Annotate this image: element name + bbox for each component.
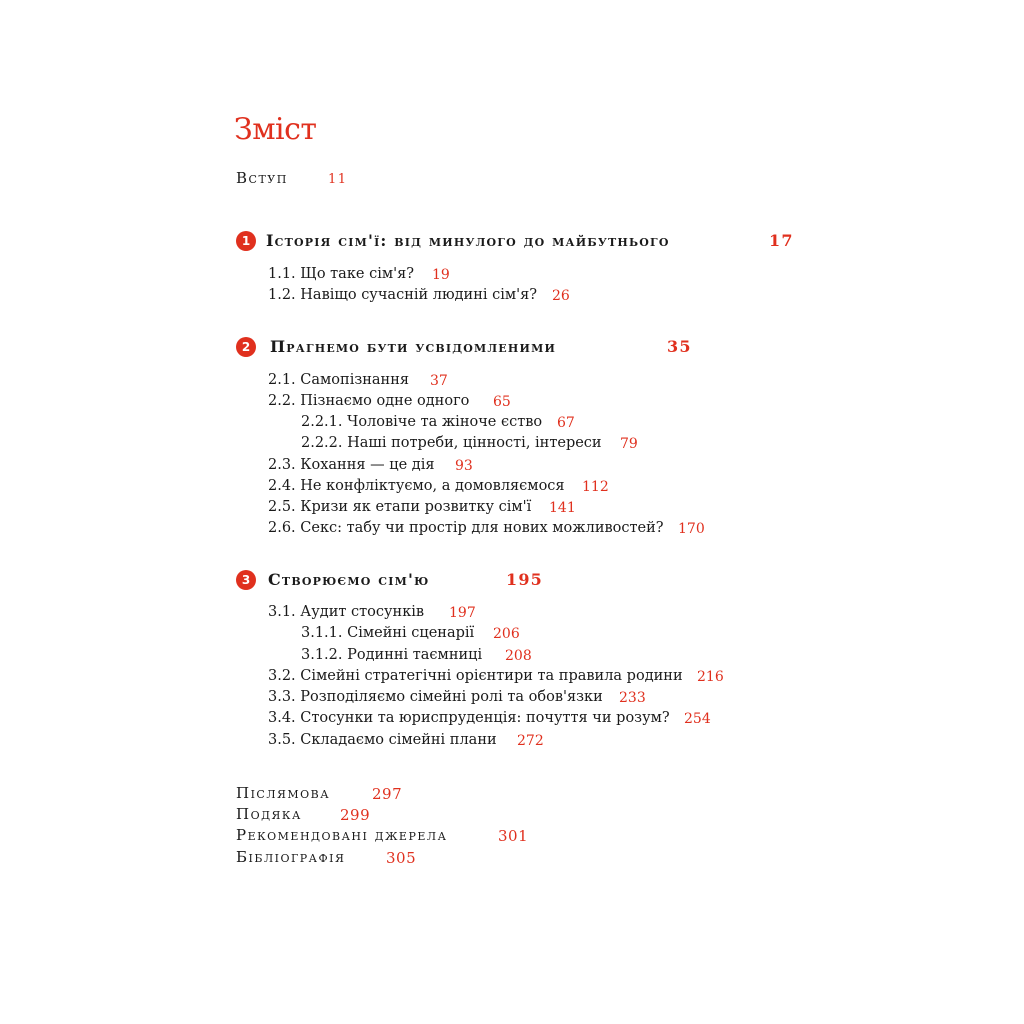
toc-entry-page: 65	[493, 394, 511, 410]
toc-entry-page: 216	[697, 669, 724, 685]
toc-intro[interactable]	[236, 169, 348, 187]
toc-entry-label: 3.5. Складаємо сімейні плани	[268, 732, 497, 748]
toc-entry[interactable]	[268, 604, 476, 621]
chapter-3-page: 195	[506, 570, 543, 589]
toc-entry[interactable]	[301, 647, 532, 664]
toc-entry[interactable]	[268, 499, 576, 516]
toc-entry[interactable]	[268, 266, 450, 283]
toc-entry[interactable]	[268, 668, 724, 685]
toc-entry-page: 93	[455, 458, 473, 474]
toc-entry[interactable]	[268, 710, 711, 727]
toc-entry[interactable]	[301, 414, 575, 431]
toc-back-label: Бібліографія	[236, 848, 346, 866]
chapter-1-badge: 1	[236, 231, 256, 251]
toc-entry-page: 272	[517, 733, 544, 749]
toc-entry-label: 2.3. Кохання — це дія	[268, 457, 435, 473]
toc-entry-page: 26	[552, 288, 570, 304]
toc-back-page: 305	[386, 849, 417, 867]
toc-entry-page: 254	[684, 711, 711, 727]
chapter-3-title: Створюємо сім'ю	[268, 570, 430, 589]
toc-entry[interactable]	[268, 478, 609, 495]
toc-entry-page: 170	[678, 521, 705, 537]
toc-entry-label: 2.5. Кризи як етапи розвитку сім'ї	[268, 499, 532, 515]
toc-entry[interactable]	[268, 393, 511, 410]
chapter-2-badge: 2	[236, 337, 256, 357]
toc-entry-label: 3.3. Розподіляємо сімейні ролі та обов'язки	[268, 689, 603, 705]
chapter-1-heading[interactable]	[266, 231, 794, 250]
toc-entry-page: 79	[620, 436, 638, 452]
toc-entry-label: 2.2.1. Чоловіче та жіноче єство	[301, 414, 543, 430]
toc-entry-label: 2.4. Не конфліктуємо, а домовляємося	[268, 478, 565, 494]
toc-entry[interactable]	[268, 287, 570, 304]
toc-intro-page: 11	[328, 172, 348, 187]
toc-entry-label: 2.1. Самопізнання	[268, 372, 410, 388]
toc-entry-page: 197	[449, 605, 476, 621]
chapter-2-heading[interactable]	[270, 337, 692, 356]
toc-intro-label: Вступ	[236, 169, 288, 187]
chapter-1-page: 17	[769, 231, 794, 250]
toc-back-matter-item[interactable]	[236, 805, 371, 824]
toc-entry-page: 112	[582, 479, 609, 495]
toc-entry-page: 233	[619, 690, 646, 706]
chapter-2-page: 35	[667, 337, 692, 356]
chapter-2-title: Прагнемо бути усвідомленими	[270, 337, 557, 356]
toc-entry-page: 206	[493, 626, 520, 642]
toc-back-page: 299	[340, 806, 371, 824]
toc-entry-label: 3.1.2. Родинні таємниці	[301, 647, 483, 663]
toc-back-label: Рекомендовані джерела	[236, 826, 448, 844]
toc-entry-page: 37	[430, 373, 448, 389]
toc-entry[interactable]	[301, 435, 638, 452]
toc-entry-label: 2.6. Секс: табу чи простір для нових можливостей?	[268, 520, 664, 536]
toc-entry[interactable]	[301, 625, 520, 642]
toc-entry-label: 3.2. Сімейні стратегічні орієнтири та правила родини	[268, 668, 683, 684]
toc-entry-label: 1.1. Що таке сім'я?	[268, 266, 415, 282]
page-title: Зміст	[234, 112, 317, 148]
toc-entry-label: 1.2. Навіщо сучасній людині сім'я?	[268, 287, 538, 303]
chapter-3-heading[interactable]	[268, 570, 543, 589]
chapter-3-badge: 3	[236, 570, 256, 590]
toc-entry-page: 19	[432, 267, 450, 283]
toc-entry[interactable]	[268, 689, 646, 706]
toc-entry-page: 208	[505, 648, 532, 664]
toc-entry[interactable]	[268, 457, 473, 474]
toc-entry-label: 3.4. Стосунки та юриспруденція: почуття чи розум?	[268, 710, 670, 726]
toc-back-label: Подяка	[236, 805, 302, 823]
toc-entry[interactable]	[268, 520, 705, 537]
toc-entry-label: 2.2. Пізнаємо одне одного	[268, 393, 470, 409]
toc-back-label: Післямова	[236, 784, 331, 802]
toc-back-matter-item[interactable]	[236, 826, 529, 845]
toc-entry-label: 3.1. Аудит стосунків	[268, 604, 425, 620]
toc-back-matter-item[interactable]	[236, 784, 403, 803]
toc-back-page: 301	[498, 827, 529, 845]
toc-entry-page: 67	[557, 415, 575, 431]
toc-entry-label: 3.1.1. Сімейні сценарії	[301, 625, 475, 641]
toc-entry-label: 2.2.2. Наші потреби, цінності, інтереси	[301, 435, 602, 451]
toc-entry-page: 141	[549, 500, 576, 516]
toc-entry[interactable]	[268, 732, 544, 749]
toc-back-page: 297	[372, 785, 403, 803]
chapter-1-title: Історія сім'ї: від минулого до майбутнього	[266, 231, 670, 250]
toc-entry[interactable]	[268, 372, 448, 389]
toc-back-matter-item[interactable]	[236, 848, 417, 867]
